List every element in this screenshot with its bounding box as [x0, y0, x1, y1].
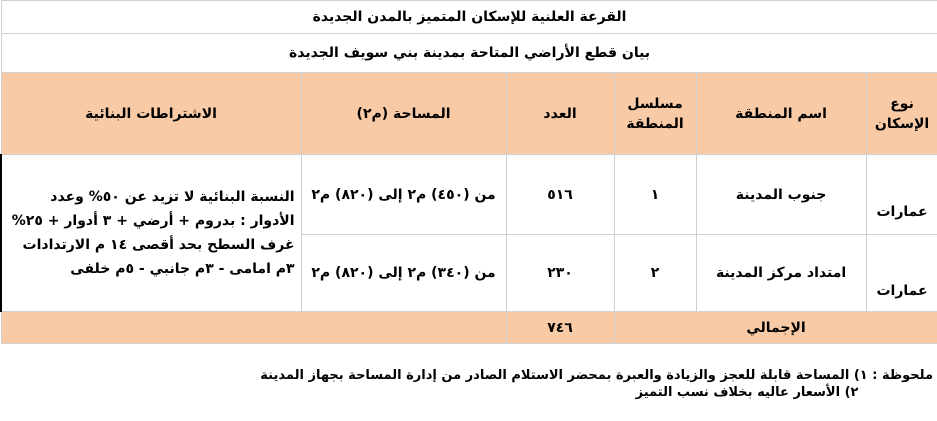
row-2-region-name: امتداد مركز المدينة [696, 235, 866, 312]
row-2-area: من (٣٤٠) م٢ إلى (٨٢٠) م٢ [301, 235, 506, 312]
header-conditions: الاشتراطات البنائية [1, 73, 301, 155]
page-subtitle: بيان قطع الأراضي المتاحة بمدينة بني سويف الجديدة [1, 34, 937, 73]
row-1-region-serial: ١ [614, 155, 696, 235]
row-2-region-serial: ٢ [614, 235, 696, 312]
row-1-housing-type: عمارات [866, 155, 937, 235]
header-region-serial: مسلسل المنطقة [614, 73, 696, 155]
total-value: ٧٤٦ [506, 312, 614, 344]
header-count: العدد [506, 73, 614, 155]
header-housing-type: نوع الإسكان [866, 73, 937, 155]
total-empty [1, 312, 506, 344]
row-2-housing-type: عمارات [866, 235, 937, 312]
total-label: الإجمالي [614, 312, 937, 344]
page-title: القرعة العلنية للإسكان المتميز بالمدن الجديدة [1, 1, 937, 34]
header-region-name: اسم المنطقة [696, 73, 866, 155]
row-2-count: ٢٣٠ [506, 235, 614, 312]
note-line-1 [260, 367, 933, 384]
notes [260, 367, 933, 401]
note-2: ٢) الأسعار عاليه بخلاف نسب التميز [635, 385, 859, 400]
row-1-area: من (٤٥٠) م٢ إلى (٨٢٠) م٢ [301, 155, 506, 235]
building-conditions: النسبة البنائية لا تزيد عن ٥٠% وعدد الأدوار : بدروم + أرضي + ٣ أدوار + ٢٥% غرف السطح بحد أقصى ١٤ م الارتدادات ٣م امامى - ٣م جانبي - ٥م خلفى [1, 155, 301, 312]
note-line-2 [260, 384, 933, 401]
row-1-count: ٥١٦ [506, 155, 614, 235]
note-1: ١) المساحة قابلة للعجز والزيادة والعبرة بمحضر الاستلام الصادر من إدارة المساحة بجهاز المدينة [260, 368, 868, 383]
header-area: المساحة (م٢) [301, 73, 506, 155]
notes-label: ملحوظة : [872, 368, 933, 383]
row-1-region-name: جنوب المدينة [696, 155, 866, 235]
